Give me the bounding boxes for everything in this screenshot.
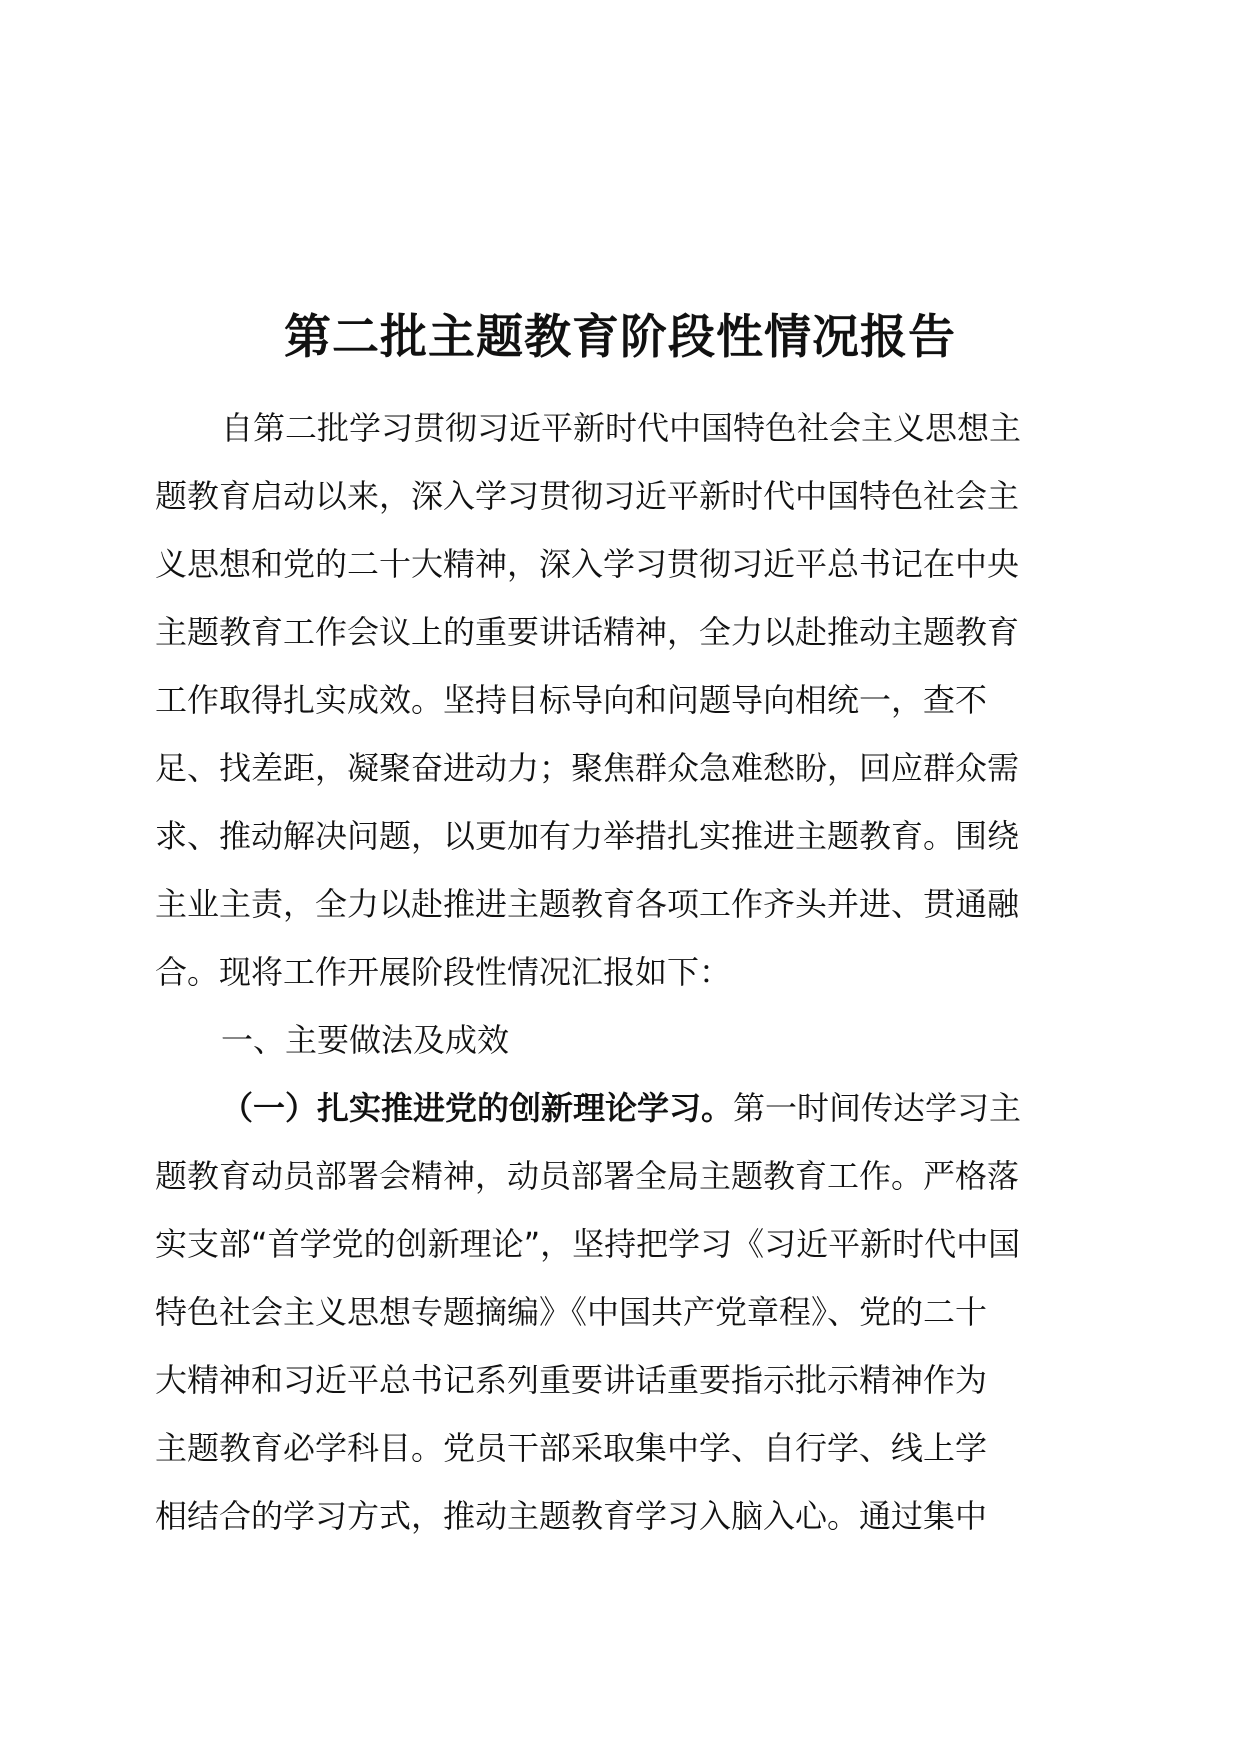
paragraph-line: 合。现将工作开展阶段性情况汇报如下： <box>155 953 732 991</box>
paragraph-line: 题教育动员部署会精神，动员部署全局主题教育工作。严格落 <box>155 1157 1020 1195</box>
paragraph-line: 义思想和党的二十大精神，深入学习贯彻习近平总书记在中央 <box>155 545 1020 583</box>
subsection-first-line <box>155 1074 1085 1142</box>
paragraph-line: 足、找差距，凝聚奋进动力；聚焦群众急难愁盼，回应群众需 <box>155 749 1020 787</box>
document-title: 第二批主题教育阶段性情况报告 <box>284 310 956 365</box>
paragraph-line: 相结合的学习方式，推动主题教育学习入脑入心。通过集中 <box>155 1497 988 1535</box>
paragraph-line: 求、推动解决问题，以更加有力举措扎实推进主题教育。围绕 <box>155 817 1020 855</box>
paragraph-line: 主题教育必学科目。党员干部采取集中学、自行学、线上学 <box>155 1429 988 1467</box>
paragraph-line: 大精神和习近平总书记系列重要讲话重要指示批示精神作为 <box>155 1361 988 1399</box>
intro-paragraph <box>155 394 1085 1550</box>
paragraph-line: 特色社会主义思想专题摘编》《中国共产党章程》、党的二十 <box>155 1293 988 1331</box>
subsection-heading: （一）扎实推进党的创新理论学习。 <box>221 1089 734 1127</box>
paragraph-line: 主业主责，全力以赴推进主题教育各项工作齐头并进、贯通融 <box>155 885 1020 923</box>
paragraph-line: 自第二批学习贯彻习近平新时代中国特色社会主义思想主 <box>221 409 1022 447</box>
paragraph-line: 主题教育工作会议上的重要讲话精神，全力以赴推动主题教育 <box>155 613 1020 651</box>
subsection-first-line-text: 第一时间传达学习主 <box>733 1089 1022 1127</box>
section-heading: 一、主要做法及成效 <box>221 1021 510 1059</box>
paragraph-line: 实支部“首学党的创新理论”，坚持把学习《习近平新时代中国 <box>155 1225 1021 1263</box>
paragraph-line: 题教育启动以来，深入学习贯彻习近平新时代中国特色社会主 <box>155 477 1020 515</box>
paragraph-line: 工作取得扎实成效。坚持目标导向和问题导向相统一，查不 <box>155 681 988 719</box>
